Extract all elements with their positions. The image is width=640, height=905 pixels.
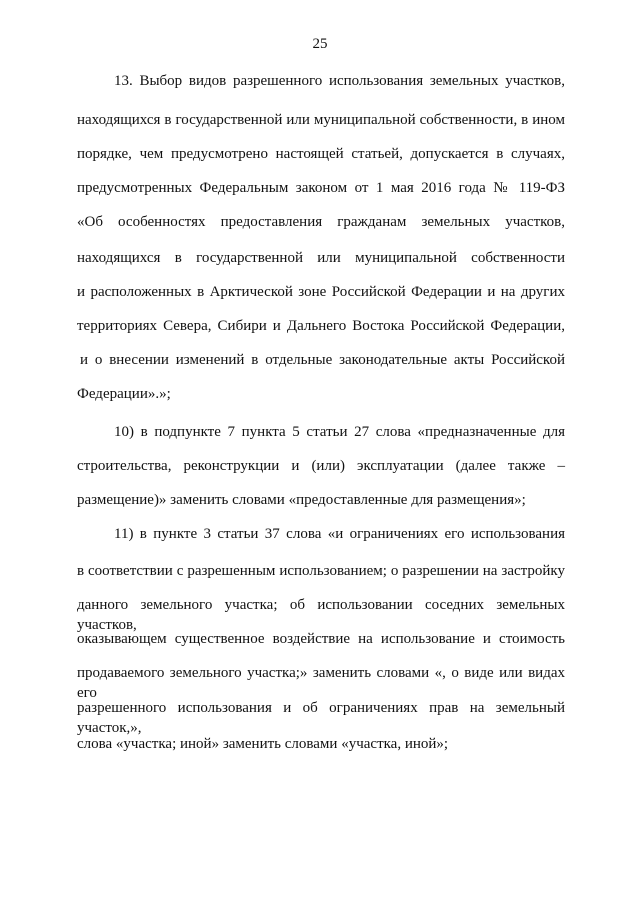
page-number: 25: [312, 36, 328, 52]
text-line: в соответствии с разрешенным использованием; о разрешении на застройку: [77, 563, 565, 579]
text-line: Федерации».»;: [77, 386, 171, 402]
text-line: разрешенного использования и об ограничениях прав на земельный участок,»,: [77, 700, 565, 736]
text-line: 10) в подпункте 7 пункта 5 статьи 27 слова «предназначенные для: [114, 424, 565, 440]
text-line: «Об особенностях предоставления гражданам земельных участков,: [77, 214, 565, 230]
text-line: и расположенных в Арктической зоне Российской Федерации и на других: [77, 284, 565, 300]
text-line: 11) в пункте 3 статьи 37 слова «и ограничениях его использования: [114, 526, 565, 542]
text-line: территориях Севера, Сибири и Дальнего Востока Российской Федерации,: [77, 318, 565, 334]
text-line: строительства, реконструкции и (или) эксплуатации (далее также –: [77, 458, 565, 474]
text-line: и о внесении изменений в отдельные законодательные акты Российской: [80, 352, 565, 368]
text-line: данного земельного участка; об использовании соседних земельных участков,: [77, 597, 565, 633]
text-line: размещение)» заменить словами «предоставленные для размещения»;: [77, 492, 526, 508]
text-line: находящихся в государственной или муниципальной собственности, в ином: [77, 112, 565, 128]
text-line: 13. Выбор видов разрешенного использования земельных участков,: [114, 73, 565, 89]
text-line: оказывающем существенное воздействие на использование и стоимость: [77, 631, 565, 647]
text-line: предусмотренных Федеральным законом от 1 мая 2016 года № 119-ФЗ: [77, 180, 565, 196]
text-line: слова «участка; иной» заменить словами «участка, иной»;: [77, 736, 449, 752]
text-line: находящихся в государственной или муниципальной собственности: [77, 250, 565, 266]
text-line: порядке, чем предусмотрено настоящей статьей, допускается в случаях,: [77, 146, 565, 162]
text-line: продаваемого земельного участка;» заменить словами «, о виде или видах его: [77, 665, 565, 701]
